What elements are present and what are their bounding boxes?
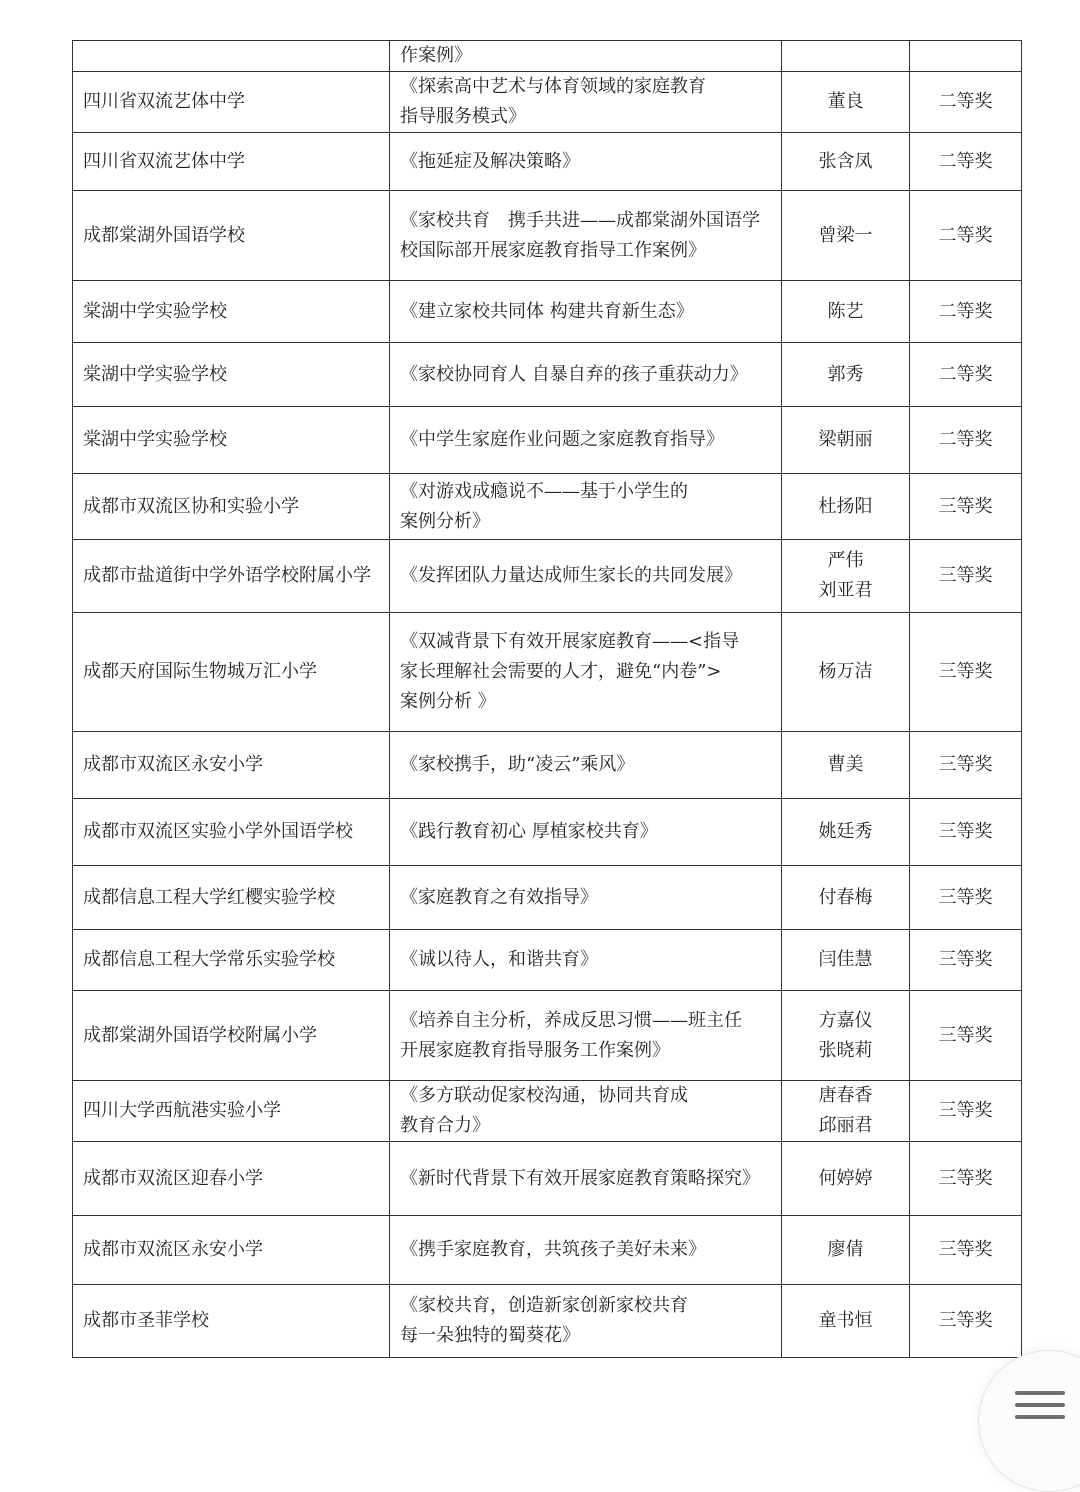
title-cell: 《中学生家庭作业问题之家庭教育指导》 bbox=[390, 407, 782, 474]
table-row bbox=[73, 930, 1022, 991]
table-row bbox=[73, 613, 1022, 732]
school-cell: 成都市双流区永安小学 bbox=[73, 1216, 390, 1285]
table-row bbox=[73, 991, 1022, 1081]
author-cell: 张含凤 bbox=[782, 133, 910, 191]
author-cell: 付春梅 bbox=[782, 866, 910, 930]
award-cell: 二等奖 bbox=[910, 72, 1022, 133]
award-cell: 三等奖 bbox=[910, 540, 1022, 613]
title-cell: 《践行教育初心 厚植家校共育》 bbox=[390, 799, 782, 866]
author-cell: 何婷婷 bbox=[782, 1142, 910, 1216]
table-row bbox=[73, 72, 1022, 133]
awards-table-body bbox=[73, 41, 1022, 1358]
award-cell: 三等奖 bbox=[910, 799, 1022, 866]
school-cell: 成都棠湖外国语学校 bbox=[73, 191, 390, 281]
author-cell: 廖倩 bbox=[782, 1216, 910, 1285]
title-cell: 《家校协同育人 自暴自弃的孩子重获动力》 bbox=[390, 343, 782, 407]
author-cell: 梁朝丽 bbox=[782, 407, 910, 474]
title-cell: 《家校共育 携手共进——成都棠湖外国语学校国际部开展家庭教育指导工作案例》 bbox=[390, 191, 782, 281]
author-cell: 郭秀 bbox=[782, 343, 910, 407]
table-row bbox=[73, 407, 1022, 474]
title-cell: 《发挥团队力量达成师生家长的共同发展》 bbox=[390, 540, 782, 613]
school-cell: 成都市双流区迎春小学 bbox=[73, 1142, 390, 1216]
title-cell: 《诚以待人，和谐共育》 bbox=[390, 930, 782, 991]
title-cell: 《多方联动促家校沟通，协同共育成 教育合力》 bbox=[390, 1081, 782, 1142]
award-cell: 三等奖 bbox=[910, 1142, 1022, 1216]
table-row bbox=[73, 1285, 1022, 1358]
award-cell: 二等奖 bbox=[910, 281, 1022, 343]
award-cell: 三等奖 bbox=[910, 474, 1022, 540]
author-cell: 杜扬阳 bbox=[782, 474, 910, 540]
title-cell: 作案例》 bbox=[390, 41, 782, 72]
award-cell: 二等奖 bbox=[910, 407, 1022, 474]
table-row bbox=[73, 732, 1022, 799]
table-row bbox=[73, 474, 1022, 540]
table-row bbox=[73, 1081, 1022, 1142]
award-cell: 三等奖 bbox=[910, 1216, 1022, 1285]
school-cell: 四川省双流艺体中学 bbox=[73, 133, 390, 191]
table-row bbox=[73, 191, 1022, 281]
school-cell: 棠湖中学实验学校 bbox=[73, 407, 390, 474]
title-cell: 《家校携手，助“凌云”乘风》 bbox=[390, 732, 782, 799]
school-cell: 成都市双流区实验小学外国语学校 bbox=[73, 799, 390, 866]
award-cell: 三等奖 bbox=[910, 1081, 1022, 1142]
author-cell: 陈艺 bbox=[782, 281, 910, 343]
award-cell: 三等奖 bbox=[910, 613, 1022, 732]
author-cell: 方嘉仪 张晓莉 bbox=[782, 991, 910, 1081]
school-cell: 四川省双流艺体中学 bbox=[73, 72, 390, 133]
title-cell: 《拖延症及解决策略》 bbox=[390, 133, 782, 191]
school-cell: 四川大学西航港实验小学 bbox=[73, 1081, 390, 1142]
author-cell: 曾梁一 bbox=[782, 191, 910, 281]
title-cell: 《携手家庭教育，共筑孩子美好未来》 bbox=[390, 1216, 782, 1285]
author-cell: 严伟 刘亚君 bbox=[782, 540, 910, 613]
author-cell: 童书恒 bbox=[782, 1285, 910, 1358]
award-cell: 三等奖 bbox=[910, 1285, 1022, 1358]
school-cell: 成都信息工程大学红樱实验学校 bbox=[73, 866, 390, 930]
title-cell: 《家校共育，创造新家创新家校共育 每一朵独特的蜀葵花》 bbox=[390, 1285, 782, 1358]
award-cell: 三等奖 bbox=[910, 930, 1022, 991]
author-cell: 董良 bbox=[782, 72, 910, 133]
table-row bbox=[73, 281, 1022, 343]
award-cell: 二等奖 bbox=[910, 343, 1022, 407]
title-cell: 《双减背景下有效开展家庭教育——<指导 家长理解社会需要的人才，避免“内卷”> 案例分析 》 bbox=[390, 613, 782, 732]
school-cell: 成都市盐道街中学外语学校附属小学 bbox=[73, 540, 390, 613]
school-cell: 成都天府国际生物城万汇小学 bbox=[73, 613, 390, 732]
table-row bbox=[73, 799, 1022, 866]
school-cell: 棠湖中学实验学校 bbox=[73, 281, 390, 343]
award-cell: 三等奖 bbox=[910, 991, 1022, 1081]
award-cell bbox=[910, 41, 1022, 72]
table-row bbox=[73, 540, 1022, 613]
award-cell: 三等奖 bbox=[910, 866, 1022, 930]
school-cell bbox=[73, 41, 390, 72]
title-cell: 《新时代背景下有效开展家庭教育策略探究》 bbox=[390, 1142, 782, 1216]
title-cell: 《家庭教育之有效指导》 bbox=[390, 866, 782, 930]
school-cell: 成都棠湖外国语学校附属小学 bbox=[73, 991, 390, 1081]
table-row bbox=[73, 343, 1022, 407]
title-cell: 《探索高中艺术与体育领域的家庭教育 指导服务模式》 bbox=[390, 72, 782, 133]
author-cell: 杨万洁 bbox=[782, 613, 910, 732]
table-row bbox=[73, 1216, 1022, 1285]
award-cell: 二等奖 bbox=[910, 133, 1022, 191]
table-row bbox=[73, 866, 1022, 930]
school-cell: 成都信息工程大学常乐实验学校 bbox=[73, 930, 390, 991]
author-cell bbox=[782, 41, 910, 72]
school-cell: 成都市双流区永安小学 bbox=[73, 732, 390, 799]
author-cell: 姚廷秀 bbox=[782, 799, 910, 866]
title-cell: 《建立家校共同体 构建共育新生态》 bbox=[390, 281, 782, 343]
table-row bbox=[73, 1142, 1022, 1216]
author-cell: 唐春香 邱丽君 bbox=[782, 1081, 910, 1142]
author-cell: 曹美 bbox=[782, 732, 910, 799]
title-cell: 《对游戏成瘾说不——基于小学生的 案例分析》 bbox=[390, 474, 782, 540]
school-cell: 棠湖中学实验学校 bbox=[73, 343, 390, 407]
awards-table bbox=[72, 40, 1022, 1358]
title-cell: 《培养自主分析，养成反思习惯——班主任 开展家庭教育指导服务工作案例》 bbox=[390, 991, 782, 1081]
table-row bbox=[73, 41, 1022, 72]
school-cell: 成都市圣菲学校 bbox=[73, 1285, 390, 1358]
author-cell: 闫佳慧 bbox=[782, 930, 910, 991]
floating-menu-button[interactable] bbox=[978, 1350, 1080, 1492]
award-cell: 三等奖 bbox=[910, 732, 1022, 799]
table-row bbox=[73, 133, 1022, 191]
school-cell: 成都市双流区协和实验小学 bbox=[73, 474, 390, 540]
award-cell: 二等奖 bbox=[910, 191, 1022, 281]
